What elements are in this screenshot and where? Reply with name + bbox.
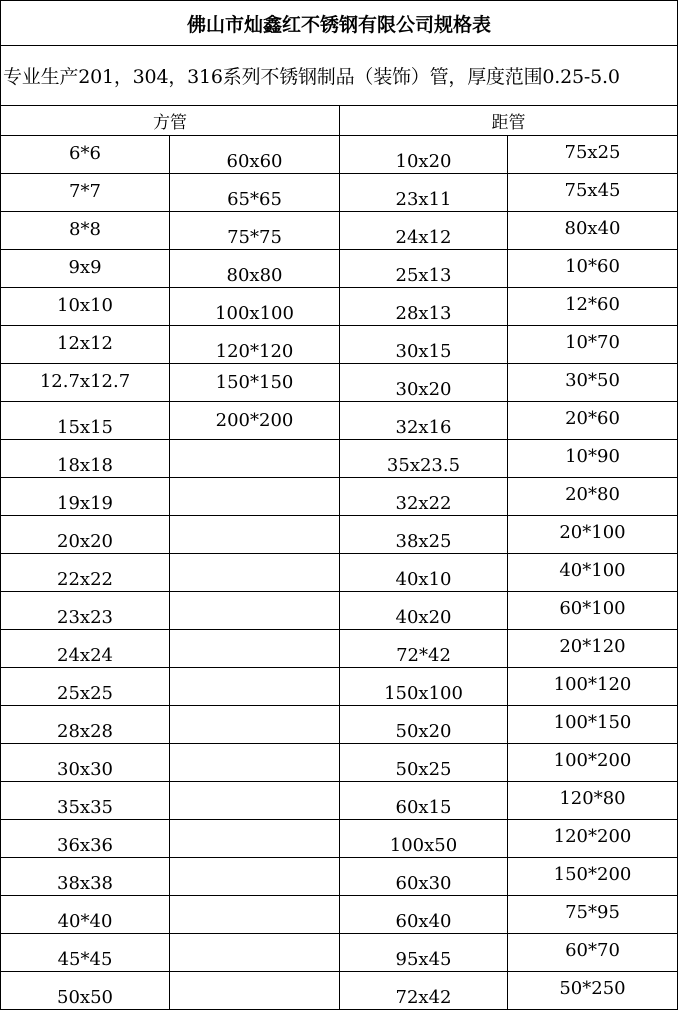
square-size-large-cell — [170, 820, 340, 857]
square-size-large-cell: 100x100 — [170, 288, 340, 325]
square-size-cell: 28x28 — [1, 706, 170, 743]
square-size-cell: 9x9 — [1, 250, 170, 287]
table-row — [0, 820, 678, 858]
rect-size-cell: 60x40 — [340, 896, 508, 933]
square-size-cell: 22x22 — [1, 554, 170, 591]
rect-size-cell: 50x25 — [340, 744, 508, 781]
table-row — [0, 782, 678, 820]
rect-size-cell: 72x42 — [340, 972, 508, 1009]
table-row — [0, 250, 678, 288]
table-row — [0, 136, 678, 174]
table-title: 佛山市灿鑫红不锈钢有限公司规格表 — [0, 0, 678, 46]
table-row — [0, 744, 678, 782]
square-size-cell: 50x50 — [1, 972, 170, 1009]
rect-size-large-cell: 10*60 — [565, 256, 620, 277]
rect-size-cell: 50x20 — [340, 706, 508, 743]
rect-size-large-cell: 75*95 — [565, 902, 620, 923]
rect-size-cell: 100x50 — [340, 820, 508, 857]
square-size-cell: 38x38 — [1, 858, 170, 895]
square-size-large-cell — [170, 440, 340, 477]
square-size-cell: 25x25 — [1, 668, 170, 705]
rect-size-large-cell: 20*60 — [565, 408, 620, 429]
square-size-cell: 10x10 — [1, 288, 170, 325]
square-size-large-cell — [170, 516, 340, 553]
rect-size-large-cell: 60*70 — [565, 940, 620, 961]
rect-size-large-cell: 100*200 — [553, 750, 632, 771]
square-size-large-cell — [170, 592, 340, 629]
rect-size-cell: 30x15 — [340, 326, 508, 363]
header-square-tube: 方管 — [1, 106, 340, 135]
table-row — [0, 402, 678, 440]
square-size-large-cell: 120*120 — [170, 326, 340, 363]
rect-size-cell: 40x10 — [340, 554, 508, 591]
table-row — [0, 288, 678, 326]
rect-size-large-cell: 20*120 — [559, 636, 626, 657]
square-size-cell: 6*6 — [1, 136, 170, 173]
square-size-large-cell — [170, 744, 340, 781]
rect-size-large-cell: 100*150 — [553, 712, 632, 733]
rect-size-large-cell: 75x45 — [564, 180, 621, 201]
table-row — [0, 858, 678, 896]
rect-size-cell: 72*42 — [340, 630, 508, 667]
rect-size-large-cell: 120*80 — [559, 788, 626, 809]
square-size-large-cell — [170, 706, 340, 743]
table-row — [0, 630, 678, 668]
rect-size-cell: 28x13 — [340, 288, 508, 325]
rect-size-cell: 95x45 — [340, 934, 508, 971]
square-size-cell: 35x35 — [1, 782, 170, 819]
table-row — [0, 326, 678, 364]
rect-size-large-cell: 60*100 — [559, 598, 626, 619]
table-subtitle — [0, 46, 678, 106]
rect-size-large-cell: 150*200 — [553, 864, 632, 885]
rect-size-cell: 24x12 — [340, 212, 508, 249]
square-size-cell: 7*7 — [1, 174, 170, 211]
rect-size-large-cell: 120*200 — [553, 826, 632, 847]
rect-size-large-cell: 10*70 — [565, 332, 620, 353]
square-size-cell: 18x18 — [1, 440, 170, 477]
rect-size-large-cell: 12*60 — [565, 294, 620, 315]
square-size-large-cell — [170, 896, 340, 933]
square-size-large-cell — [170, 782, 340, 819]
rect-size-large-cell: 30*50 — [565, 370, 620, 391]
table-row — [0, 440, 678, 478]
square-size-cell: 45*45 — [1, 934, 170, 971]
square-size-cell: 15x15 — [1, 402, 170, 439]
table-row — [0, 478, 678, 516]
square-size-cell: 36x36 — [1, 820, 170, 857]
square-size-large-cell — [170, 630, 340, 667]
column-headers — [0, 106, 678, 136]
table-row — [0, 896, 678, 934]
square-size-large-cell — [170, 478, 340, 515]
square-size-cell: 40*40 — [1, 896, 170, 933]
rect-size-cell: 25x13 — [340, 250, 508, 287]
rect-size-cell: 38x25 — [340, 516, 508, 553]
rect-size-large-cell: 20*80 — [565, 484, 620, 505]
square-size-cell: 12.7x12.7 — [1, 364, 170, 401]
square-size-large-cell: 75*75 — [170, 212, 340, 249]
rect-size-cell: 10x20 — [340, 136, 508, 173]
rect-size-large-cell: 75x25 — [564, 142, 621, 163]
table-row — [0, 934, 678, 972]
square-size-large-cell — [170, 934, 340, 971]
square-size-cell: 24x24 — [1, 630, 170, 667]
square-size-large-cell: 150*150 — [170, 364, 340, 401]
rect-size-cell: 60x30 — [340, 858, 508, 895]
square-size-cell: 23x23 — [1, 592, 170, 629]
square-size-large-cell: 60x60 — [170, 136, 340, 173]
table-row — [0, 364, 678, 402]
header-rect-tube: 距管 — [491, 113, 526, 133]
table-row — [0, 706, 678, 744]
square-size-large-cell — [170, 554, 340, 591]
square-size-large-cell: 200*200 — [170, 402, 340, 439]
square-size-large-cell: 65*65 — [170, 174, 340, 211]
rect-size-cell: 32x22 — [340, 478, 508, 515]
table-row — [0, 592, 678, 630]
square-size-cell: 12x12 — [1, 326, 170, 363]
rect-size-cell: 30x20 — [340, 364, 508, 401]
table-row — [0, 516, 678, 554]
square-size-large-cell — [170, 972, 340, 1009]
rect-size-cell: 35x23.5 — [340, 440, 508, 477]
table-row — [0, 554, 678, 592]
square-size-cell: 30x30 — [1, 744, 170, 781]
rect-size-large-cell: 80x40 — [564, 218, 621, 239]
rect-size-large-cell: 10*90 — [565, 446, 620, 467]
rect-size-large-cell: 40*100 — [559, 560, 626, 581]
square-size-cell: 20x20 — [1, 516, 170, 553]
rect-size-large-cell: 50*250 — [559, 978, 626, 999]
table-row — [0, 174, 678, 212]
square-size-cell: 8*8 — [1, 212, 170, 249]
rect-size-large-cell: 100*120 — [553, 674, 632, 695]
subtitle-text: 专业生产201，304，316系列不锈钢制品（装饰）管，厚度范围0.25-5.0 — [3, 66, 620, 88]
rect-size-cell: 60x15 — [340, 782, 508, 819]
square-size-large-cell: 80x80 — [170, 250, 340, 287]
rect-size-cell: 150x100 — [340, 668, 508, 705]
rect-size-cell: 40x20 — [340, 592, 508, 629]
table-row — [0, 668, 678, 706]
square-size-large-cell — [170, 858, 340, 895]
rect-size-large-cell: 20*100 — [559, 522, 626, 543]
table-row — [0, 212, 678, 250]
rect-size-cell: 32x16 — [340, 402, 508, 439]
table-row — [0, 972, 678, 1010]
square-size-large-cell — [170, 668, 340, 705]
square-size-cell: 19x19 — [1, 478, 170, 515]
rect-size-cell: 23x11 — [340, 174, 508, 211]
